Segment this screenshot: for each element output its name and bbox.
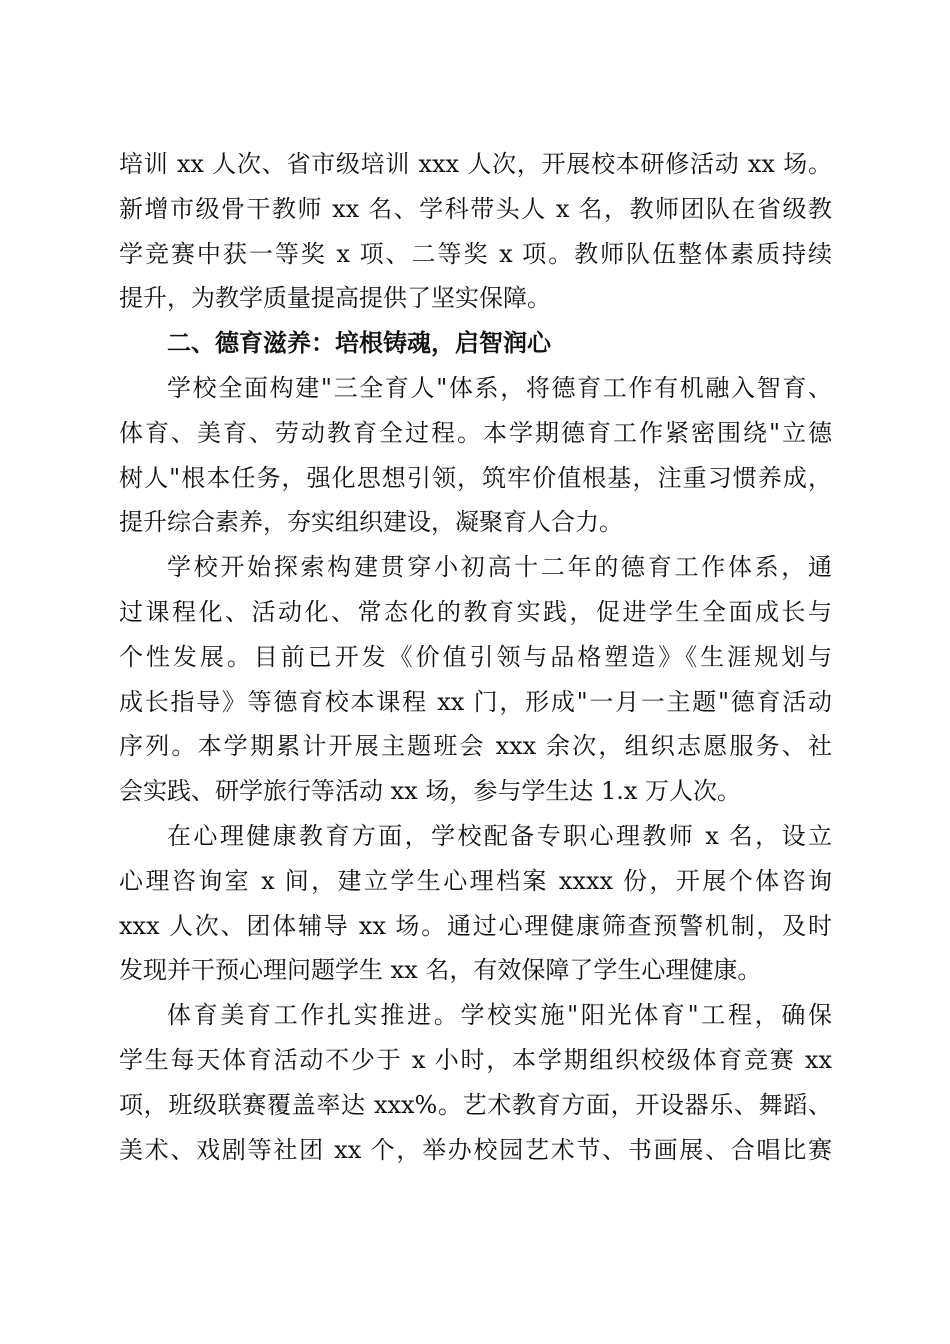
body-line: xxx 人次、团体辅导 xx 场。通过心理健康筛查预警机制，及时 (119, 911, 832, 940)
body-line: 学校开始探索构建贯穿小初高十二年的德育工作体系，通 (167, 553, 832, 582)
body-line: 成长指导》等德育校本课程 xx 门，形成"一月一主题"德育活动 (119, 687, 832, 716)
body-line: 项，班级联赛覆盖率达 xxx%。艺术教育方面，开设器乐、舞蹈、 (119, 1090, 832, 1119)
body-line: 美术、戏剧等社团 xx 个，举办校园艺术节、书画展、合唱比赛 (119, 1135, 832, 1164)
body-line: 序列。本学期累计开展主题班会 xxx 余次，组织志愿服务、社 (119, 732, 832, 761)
body-line: 过课程化、活动化、常态化的教育实践，促进学生全面成长与 (119, 597, 832, 626)
body-line: 在心理健康教育方面，学校配备专职心理教师 x 名，设立 (167, 821, 832, 850)
body-line: 学竞赛中获一等奖 x 项、二等奖 x 项。教师队伍整体素质持续 (119, 239, 832, 268)
body-line: 心理咨询室 x 间，建立学生心理档案 xxxx 份，开展个体咨询 (119, 866, 832, 895)
section-heading: 二、德育滋养：培根铸魂，启智润心 (167, 329, 551, 358)
body-line: 培训 xx 人次、省市级培训 xxx 人次，开展校本研修活动 xx 场。 (119, 150, 832, 178)
body-line: 学生每天体育活动不少于 x 小时，本学期组织校级体育竞赛 xx (119, 1045, 832, 1074)
body-line: 发现并干预心理问题学生 xx 名，有效保障了学生心理健康。 (119, 956, 762, 985)
body-line: 提升综合素养，夯实组织建设，凝聚育人合力。 (119, 508, 623, 537)
body-line: 个性发展。目前已开发《价值引领与品格塑造》《生涯规划与 (119, 642, 832, 671)
document-body (119, 142, 832, 1172)
body-line: 体育美育工作扎实推进。学校实施"阳光体育"工程，确保 (167, 1001, 832, 1030)
body-line: 体育、美育、劳动教育全过程。本学期德育工作紧密围绕"立德 (119, 418, 832, 447)
body-line: 树人"根本任务，强化思想引领，筑牢价值根基，注重习惯养成， (119, 463, 832, 492)
body-line: 提升，为教学质量提高提供了坚实保障。 (119, 284, 551, 313)
body-line: 新增市级骨干教师 xx 名、学科带头人 x 名，教师团队在省级教 (119, 194, 832, 223)
body-line: 学校全面构建"三全育人"体系，将德育工作有机融入智育、 (167, 373, 832, 402)
body-line: 会实践、研学旅行等活动 xx 场，参与学生达 1.x 万人次。 (119, 777, 742, 806)
